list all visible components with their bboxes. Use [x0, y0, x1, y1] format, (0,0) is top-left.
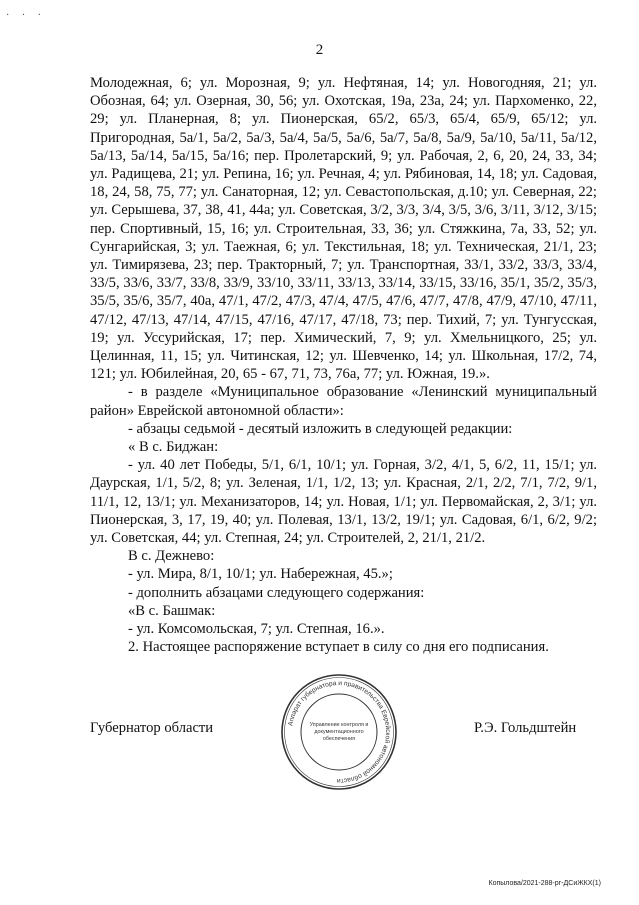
stamp-outer-text: Аппарат губернатора и правительства Еврейской автономной области: [287, 679, 392, 785]
paragraph-add-instruction: - дополнить абзацами следующего содержания:: [128, 584, 425, 601]
paragraph-dezhnevo-heading: В с. Дежнево:: [128, 548, 215, 565]
stamp-inner-line-3: обеспечения: [322, 736, 356, 742]
corner-marks: · · ·: [6, 10, 46, 21]
stamp-inner-line-1: Управление контроля и: [309, 722, 369, 728]
document-body: [90, 74, 597, 657]
paragraph-section-leninsky: - в разделе «Муниципальное образование «Ленинский муниципальный район» Еврейской автономной области»:: [90, 384, 597, 419]
page-number: 2: [315, 42, 324, 58]
signatory-name: Р.Э. Гольдштейн: [474, 720, 577, 736]
paragraph-bidzhan-streets: - ул. 40 лет Победы, 5/1, 6/1, 10/1; ул. Горная, 3/2, 4/1, 5, 6/2, 11, 15/1; ул. Даурская, 1/1, 5/2, 8; ул. Зеленая, 1/1, 1/2, 13; ул. Красная, 2/1, 2/2, 7/1, 7/2, 9/1, 11/1, 12, 13/1; ул. Механизаторов, 14; ул. Новая, 1/1; ул. Первомайская, 2, 3/1; ул. Пионерская, 3, 17, 19, 40; ул. Полевая, 13/1, 13/2, 19/1; ул. Садовая, 6/1, 6/2, 9/2; ул. Советская, 44; ул. Степная, 24; ул. Строителей, 2, 21/1, 21/2.: [90, 457, 597, 547]
stamp-inner-line-2: документационного: [314, 729, 364, 735]
official-stamp: [279, 672, 399, 792]
signatory-position: Губернатор области: [90, 720, 214, 736]
paragraph-bidzhan-heading: « В с. Биджан:: [128, 439, 219, 456]
paragraph-street-list: Молодежная, 6; ул. Морозная, 9; ул. Нефтяная, 14; ул. Новогодняя, 21; ул. Обозная, 64; ул. Озерная, 30, 56; ул. Охотская, 19а, 23а, 24; ул. Пархоменко, 22, 29; ул. Планерная, 8; ул. Пионерская, 65/2, 65/3, 65/4, 65/9, 65/12; ул. Пригородная, 5а/1, 5а/2, 5а/3, 5а/4, 5а/5, 5а/6, 5а/7, 5а/8, 5а/9, 5а/10, 5а/11, 5а/12, 5а/13, 5а/14, 5а/15, 5а/16; пер. Пролетарский, 9; ул. Рабочая, 2, 6, 20, 24, 33, 34; ул. Радищева, 21; ул. Репина, 16; ул. Речная, 4; ул. Рябиновая, 14, 18; ул. Садовая, 18, 24, 58, 75, 77; ул. Санаторная, 12; ул. Севастопольская, д.10; ул. Северная, 22; ул. Серышева, 37, 38, 41, 44а; ул. Советская, 3/2, 3/3, 3/4, 3/5, 3/6, 3/11, 3/12, 3/15; пер. Спортивный, 15, 16; ул. Строительная, 33, 36; ул. Стяжкина, 7а, 33, 52; ул. Сунгарийская, 3; ул. Таежная, 6; ул. Текстильная, 18; ул. Техническая, 21/1, 23; ул. Тимирязева, 23; пер. Тракторный, 7; ул. Транспортная, 33/1, 33/2, 33/3, 33/4, 33/5, 33/6, 33/7, 33/8, 33/9, 33/10, 33/11, 33/13, 33/14, 33/15, 33/16, 35/1, 35/2, 35/3, 35/5, 35/6, 35/7, 40а, 47/1, 47/2, 47/3, 47/4, 47/5, 47/6, 47/7, 47/8, 47/9, 47/10, 47/11, 47/12, 47/13, 47/14, 47/15, 47/16, 47/17, 47/18, 73; пер. Тихий, 7; ул. Тунгусская, 19; ул. Уссурийская, 17; пер. Химический, 7, 9; ул. Хмельницкого, 25; ул. Целинная, 11, 15; ул. Читинская, 12; ул. Шевченко, 14; ул. Школьная, 17/2, 74, 121; ул. Юбилейная, 20, 65 - 67, 71, 73, 76а, 77; ул. Южная, 19.».: [90, 75, 597, 383]
paragraph-edit-instruction: - абзацы седьмой - десятый изложить в следующей редакции:: [128, 420, 513, 437]
paragraph-bashmak-streets: - ул. Комсомольская, 7; ул. Степная, 16.».: [128, 621, 385, 638]
paragraph-effective-date: 2. Настоящее распоряжение вступает в силу со дня его подписания.: [128, 639, 549, 656]
paragraph-dezhnevo-streets: - ул. Мира, 8/1, 10/1; ул. Набережная, 45.»;: [128, 566, 393, 583]
paragraph-bashmak-heading: «В с. Башмак:: [128, 602, 216, 619]
document-code: Копылова/2021-288-рг-ДСиЖКХ(1): [488, 880, 601, 887]
